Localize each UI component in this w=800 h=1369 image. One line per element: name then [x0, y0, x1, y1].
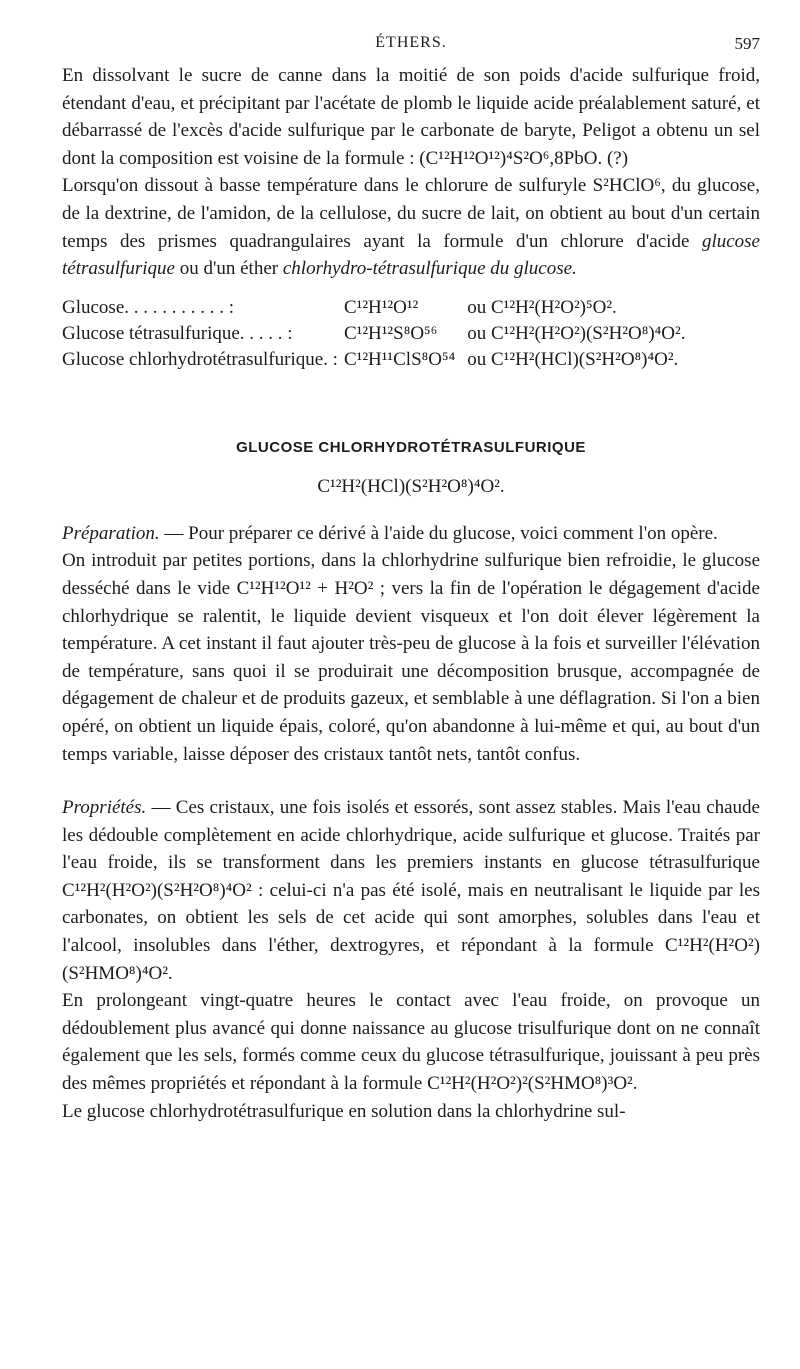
formula-name: Glucose. . . . . . . . . . . :: [62, 296, 235, 318]
paragraph-chlorure-sulfuryle: [62, 172, 760, 282]
chlorure-text-b: ou d'un éther: [174, 258, 283, 280]
formula-alt: ou C¹²H²(H²O²)(S²H²O⁸)⁴O².: [467, 322, 686, 344]
paragraph-procedure: On introduit par petites portions, dans la chlorhydrine sulfurique bien refroidie, le glucose desséché dans le vide C¹²H¹²O¹² + H²O² ; vers la fin de l'opération le dégagement d'acide chlorhydrique se ralentit, le liquide devient visqueux et l'on doit élever légèrement la température. A cet instant il faut ajouter très-peu de glucose à la fois et surveiller l'élévation de température, sans quoi il se produirait une décomposition brusque, accompagnée de dégagement de chaleur et de produits gazeux, et semblable à une déflagration. Si l'on a bien opéré, on obtient un liquide épais, coloré, qu'on abandonne à lui-même et qui, au bout d'un temps variable, laisse déposer des cristaux tantôt nets, tantôt confus.: [62, 550, 760, 765]
page-number: 597: [734, 34, 760, 53]
formula-table: [62, 297, 685, 375]
paragraph-peligot-text: En dissolvant le sucre de canne dans la moitié de son poids d'acide sulfurique froid, étendant d'eau, et précipitant par l'acétate de plomb le liquide acide préalablement saturé, et débarrassé de l'excès d'acide sulfurique par le carbonate de baryte, Peligot a obtenu un sel dont la composition est voisine de la formule :: [62, 65, 760, 169]
formula-name: Glucose chlorhydrotétrasulfurique. :: [62, 348, 338, 370]
peligot-formula: (C¹²H¹²O¹²)⁴S²O⁶,8PbO. (?): [419, 147, 629, 169]
formula-row: [62, 349, 685, 375]
running-title: ÉTHERS.: [375, 34, 447, 51]
proprietes-label: Propriétés.: [62, 797, 147, 819]
formula-value: C¹²H¹²S⁸O⁵⁶: [343, 322, 438, 344]
preparation-text: — Pour préparer ce dérivé à l'aide du glucose, voici comment l'on opère.: [159, 522, 718, 544]
preparation-label: Préparation.: [62, 522, 160, 544]
formula-name: Glucose tétrasulfurique. . . . . :: [62, 322, 293, 344]
formula-alt: ou C¹²H²(HCl)(S²H²O⁸)⁴O².: [467, 348, 679, 370]
paragraph-peligot: [62, 62, 760, 172]
page-header: [62, 0, 760, 62]
paragraph-dedoublement: En prolongeant vingt-quatre heures le contact avec l'eau froide, on provoque un dédoublement plus avancé qui donne naissance au glucose trisulfurique dont on ne connaît également que les sels, formés comme ceux du glucose tétrasulfurique, jouissant à peu près des mêmes propriétés et répondant à la formule C¹²H²(H²O²)²(S²HMO⁸)³O².: [62, 990, 760, 1095]
formula-value: C¹²H¹²O¹²: [343, 296, 419, 318]
section-title: GLUCOSE CHLORHYDROTÉTRASULFURIQUE: [236, 438, 586, 456]
section-formula: C¹²H²(HCl)(S²H²O⁸)⁴O².: [317, 475, 505, 497]
chlorure-text-a: Lorsqu'on dissout à basse température dans le chlorure de sulfuryle S²HClO⁶, du glucose, de la dextrine, de l'amidon, de la cellulose, du sucre de lait, on obtient au bout d'un certain temps des prismes quadrangulaires ayant la formule d'un chlorure d'acide: [62, 175, 760, 252]
formula-row: [62, 297, 685, 323]
formula-alt: ou C¹²H²(H²O²)⁵O².: [467, 296, 617, 318]
formula-value: C¹²H¹¹ClS⁸O⁵⁴: [343, 348, 456, 370]
proprietes-text: — Ces cristaux, une fois isolés et essorés, sont assez stables. Mais l'eau chaude les dédouble complètement en acide chlorhydrique, acide sulfurique et glucose. Traités par l'eau froide, ils se transforment dans les premiers instants en glucose tétrasulfurique C¹²H²(H²O²)(S²H²O⁸)⁴O² : celui-ci n'a pas été isolé, mais en neutralisant le liquide par les carbonates, on obtient les sels de cet acide qui sont amorphes, solubles dans l'eau et l'alcool, insolubles dans l'éther, dextrogyres, et répondant à la formule C¹²H²(H²O²)(S²HMO⁸)⁴O².: [62, 797, 760, 984]
formula-row: [62, 323, 685, 349]
chlorure-italic-a: glucose tétrasulfurique: [62, 230, 760, 280]
chlorure-italic-b: chlorhydro-tétrasulfurique du glucose.: [282, 258, 577, 280]
paragraph-proprietes: [62, 794, 760, 987]
paragraph-final: Le glucose chlorhydrotétrasulfurique en solution dans la chlorhydrine sul-: [62, 1100, 626, 1122]
paragraph-preparation: [62, 520, 760, 548]
